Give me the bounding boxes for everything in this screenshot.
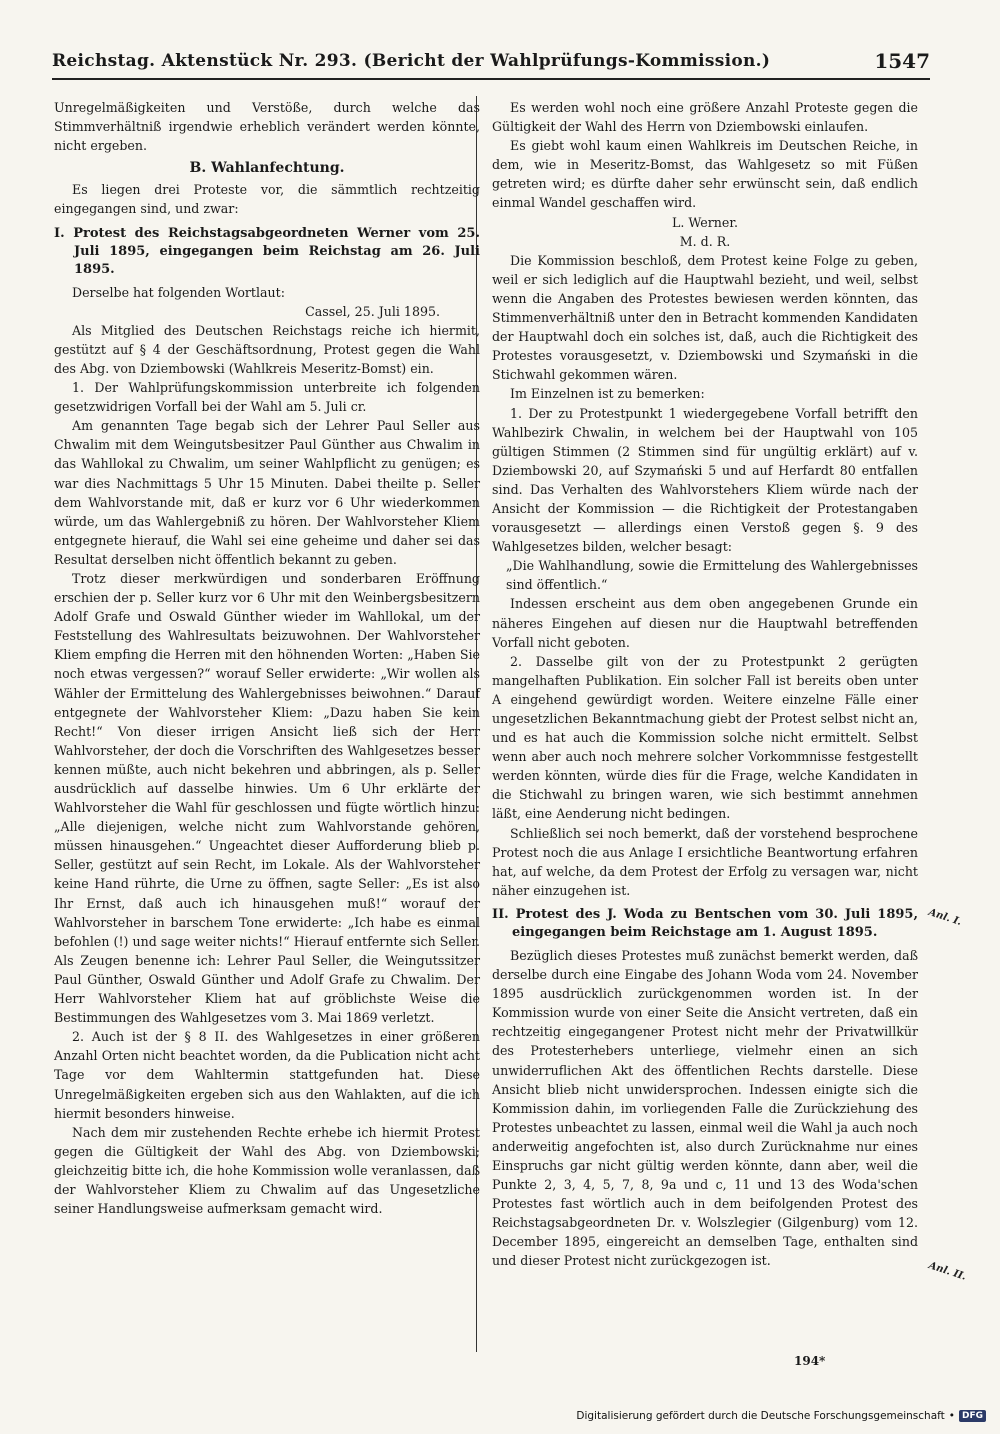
section-heading-b: B. Wahlanfechtung. <box>189 160 345 177</box>
footer <box>576 1410 986 1422</box>
paragraph: Bezüglich dieses Protestes muß zunächst bemerkt werden, daß derselbe durch eine Eingabe des Johann Woda vom 24. November 1895 ausdrücklich zurückgenommen worden ist. In der Kommission wurde von einer Seite die Ansicht vertreten, daß ein rechtzeitig eingegangener Protest nicht mehr der Privatwillkür des Protesterhebers unterliege, vielmehr einen an sich unwiderruflichen Akt des öffentlichen Rechts darstelle. Diese Ansicht blieb nicht unwidersprochen. Indessen einigte sich die Kommission dahin, im vorliegenden Falle die Zurückziehung des Protestes unbeachtet zu lassen, einmal weil die Wahl ja auch noch anderweitig angefochten ist, also durch Zurücknahme nur eines Einspruchs gar nicht gültig werden könnte, dann aber, weil die Punkte 2, 3, 4, 5, 7, 8, 9a und c, 11 und 13 des Woda'schen Protestes fast wörtlich auch in dem beifolgenden Protest des Reichstagsabgeordneten Dr. v. Wolszlegier (Gilgenburg) vom 12. December 1895, eingereicht an demselben Tage, enthalten sind und dieser Protest nicht zurückgezogen ist. <box>492 947 918 1269</box>
page-header <box>52 44 930 80</box>
signature-mark: 194* <box>794 1354 826 1368</box>
paragraph: 2. Dasselbe gilt von der zu Protestpunkt 2 gerügten mangelhaften Publikation. Ein solcher Fall ist bereits oben unter A eingehend gewürdigt worden. Weitere einzelne Fälle einer ungesetzlichen Bekanntmachung giebt der Protest selbst nicht an, und es hat auch die Kommission solche nicht ermittelt. Selbst wenn aber auch noch mehrere solcher Vorkommnisse festgestellt werden könnten, würde dies für die Frage, welche Kandidaten in die Stichwahl zu bringen waren, wie sich bestimmt annehmen läßt, eine Aenderung nicht bedingen. <box>492 653 919 822</box>
paragraph: Indessen erscheint aus dem oben angegebenen Grunde ein näheres Eingehen auf diesen nur die Hauptwahl betreffenden Vorfall nicht geboten. <box>492 596 918 650</box>
paragraph: Es liegen drei Proteste vor, die sämmtlich rechtzeitig eingegangen sind, und zwar: <box>54 182 480 217</box>
paragraph: Es giebt wohl kaum einen Wahlkreis im Deutschen Reiche, in dem, wie in Meseritz-Bomst, das Wahlgesetz so mit Füßen getreten wird; es dürfte daher sehr erwünscht sein, daß endlich einmal Wandel geschaffen wird. <box>492 138 918 211</box>
page-number: 1547 <box>874 49 930 73</box>
paragraph: 1. Der Wahlprüfungskommission unterbreite ich folgenden gesetzwidrigen Vorfall bei der Wahl am 5. Juli cr. <box>54 380 480 415</box>
paragraph: Als Mitglied des Deutschen Reichstags reiche ich hiermit, gestützt auf § 4 der Geschäftsordnung, Protest gegen die Wahl des Abg. von Dziembowski (Wahlkreis Meseritz-Bomst) ein. <box>54 322 480 376</box>
separator-icon: • <box>948 1410 955 1422</box>
dfg-logo-icon: DFG <box>959 1410 986 1422</box>
header-title: Reichstag. Aktenstück Nr. 293. (Bericht der Wahlprüfungs-Kommission.) <box>52 51 771 71</box>
paragraph: Am genannten Tage begab sich der Lehrer Paul Seller aus Chwalim mit dem Weingutsbesitzer Paul Günther aus Chwalim in das Wahllokal zu Chwalim, um seiner Wahlpflicht zu genügen; es war dies Nachmittags 5 Uhr 15 Minuten. Dabei theilte p. Seller dem Wahlvorstande mit, daß er kurz vor 6 Uhr wiederkommen würde, um das Wahlergebniß zu hören. Der Wahlvorsteher Kliem entgegnete hierauf, die Wahl sei eine geheime und daher sei das Resultat derselben nicht öffentlich bekannt zu geben. <box>54 418 480 567</box>
margin-note-anl-2: Anl. II. <box>927 1260 968 1283</box>
paragraph: Trotz dieser merkwürdigen und sonderbaren Eröffnung erschien der p. Seller kurz vor 6 Uhr mit den Weinbergsbesitzern Adolf Grafe und Oswald Günther wieder im Wahllokal, um der Feststellung des Wahlresultats beizuwohnen. Der Wahlvorsteher Kliem empfing die Herren mit den höhnenden Worten: „Haben Sie noch etwas vergessen?“ worauf Seller erwiderte: „Wir wollen als Wähler der Ermittelung des Wahlergebnisses beiwohnen.“ Darauf entgegnete der Wahlvorsteher Kliem: „Dazu haben Sie kein Recht!“ Von dieser irrigen Ansicht ließ sich der Herr Wahlvorsteher, der doch die Vorschriften des Wahlgesetzes besser kennen müßte, auch nicht bekehren und abbringen, als p. Seller ausdrücklich auf dasselbe hinwies. Um 6 Uhr erklärte der Wahlvorsteher die Wahl für geschlossen und fügte wörtlich hinzu: „Alle diejenigen, welche nicht zum Wahlvorstande gehören, müssen hinausgehen.“ Ungeachtet dieser Aufforderung blieb p. Seller, gestützt auf sein Recht, im Lokale. Als der Wahlvorsteher keine Hand rührte, die Urne zu öffnen, sagte Seller: „Es ist also Ihr Ernst, daß auch ich hinausgehen muß!“ worauf der Wahlvorsteher in barschem Tone erwiderte: „Ich habe es einmal befohlen (!) und sage weiter nichts!“ Hierauf entfernte sich Seller. Als Zeugen benenne ich: Lehrer Paul Seller, die Weingutssitzer Paul Günther, Oswald Günther und Adolf Grafe zu Chwalim. Der Herr Wahlvorsteher Kliem hat auf gröblichste Weise die Bestimmungen des Wahlgesetzes vom 3. Mai 1869 verletzt. <box>54 570 480 1026</box>
right-column <box>492 98 918 1271</box>
paragraph: 1. Der zu Protestpunkt 1 wiedergegebene Vorfall betrifft den Wahlbezirk Chwalin, in welchem bei der Hauptwahl von 105 gültigen Stimmen (2 Stimmen sind für ungültig erklärt) auf v. Dziembowski 20, auf Szymański 5 und auf Herfardt 80 entfallen sind. Das Verhalten des Wahlvorstehers Kliem würde nach der Ansicht der Kommission — die Richtigkeit der Protestangaben vorausgesetzt — allerdings einen Verstoß gegen §. 9 des Wahlgesetzes bilden, welcher besagt: <box>492 405 918 555</box>
paragraph: Derselbe hat folgenden Wortlaut: <box>72 284 285 300</box>
paragraph: Nach dem mir zustehenden Rechte erhebe ich hiermit Protest gegen die Gültigkeit der Wahl des Abg. von Dziembowski; gleichzeitig bitte ich, die hohe Kommission wolle veranlassen, daß der Wahlvorsteher Kliem zu Chwalim auf das Ungesetzliche seiner Handlungsweise aufmerksam gemacht wird. <box>54 1124 480 1217</box>
paragraph: Schließlich sei noch bemerkt, daß der vorstehend besprochene Protest noch die aus Anlage I ersichtliche Beantwortung erfahren hat, auf welche, da dem Protest der Erfolg zu versagen war, nicht näher einzugehen ist. <box>492 825 918 898</box>
paragraph: Es werden wohl noch eine größere Anzahl Proteste gegen die Gültigkeit der Wahl des Herrn von Dziembowski einlaufen. <box>492 100 918 135</box>
signature-title: M. d. R. <box>679 233 731 249</box>
left-column <box>54 98 480 1218</box>
paragraph: Im Einzelnen ist zu bemerken: <box>510 386 705 402</box>
section-heading-i: I. Protest des Reichstagsabgeordneten Werner vom 25. Juli 1895, eingegangen beim Reichstag am 26. Juli 1895. <box>54 225 480 277</box>
paragraph: Die Kommission beschloß, dem Protest keine Folge zu geben, weil er sich lediglich auf die Hauptwahl bezieht, und weil, selbst wenn die Angaben des Protestes bewiesen werden könnten, das Stimmenverhältniß unter den in Betracht kommenden Kandidaten der Hauptwahl doch ein solches ist, daß, auch die Richtigkeit des Protestes vorausgesetzt, v. Dziembowski und Szymański in die Stichwahl gekommen wären. <box>492 252 918 383</box>
margin-note-anl-1: Anl. I. <box>927 907 963 928</box>
signature-name: L. Werner. <box>672 214 738 230</box>
paragraph: 2. Auch ist der § 8 II. des Wahlgesetzes in einer größeren Anzahl Orten nicht beachtet worden, da die Publication nicht acht Tage vor dem Wahltermin stattgefunden hat. Diese Unregelmäßigkeiten ergeben sich aus den Wahlakten, auf die ich hiermit besonders hinweise. <box>54 1029 480 1121</box>
dateline: Cassel, 25. Juli 1895. <box>305 303 440 319</box>
footer-text: Digitalisierung gefördert durch die Deutsche Forschungsgemeinschaft <box>576 1410 945 1422</box>
section-heading-ii: II. Protest des J. Woda zu Bentschen vom 30. Juli 1895, eingegangen beim Reichstage am 1. August 1895. <box>492 906 918 940</box>
paragraph: Unregelmäßigkeiten und Verstöße, durch welche das Stimmverhältniß irgendwie erheblich verändert werden könnte, nicht ergeben. <box>54 100 480 154</box>
quotation: „Die Wahlhandlung, sowie die Ermittelung des Wahlergebnisses sind öffentlich.“ <box>506 558 918 593</box>
